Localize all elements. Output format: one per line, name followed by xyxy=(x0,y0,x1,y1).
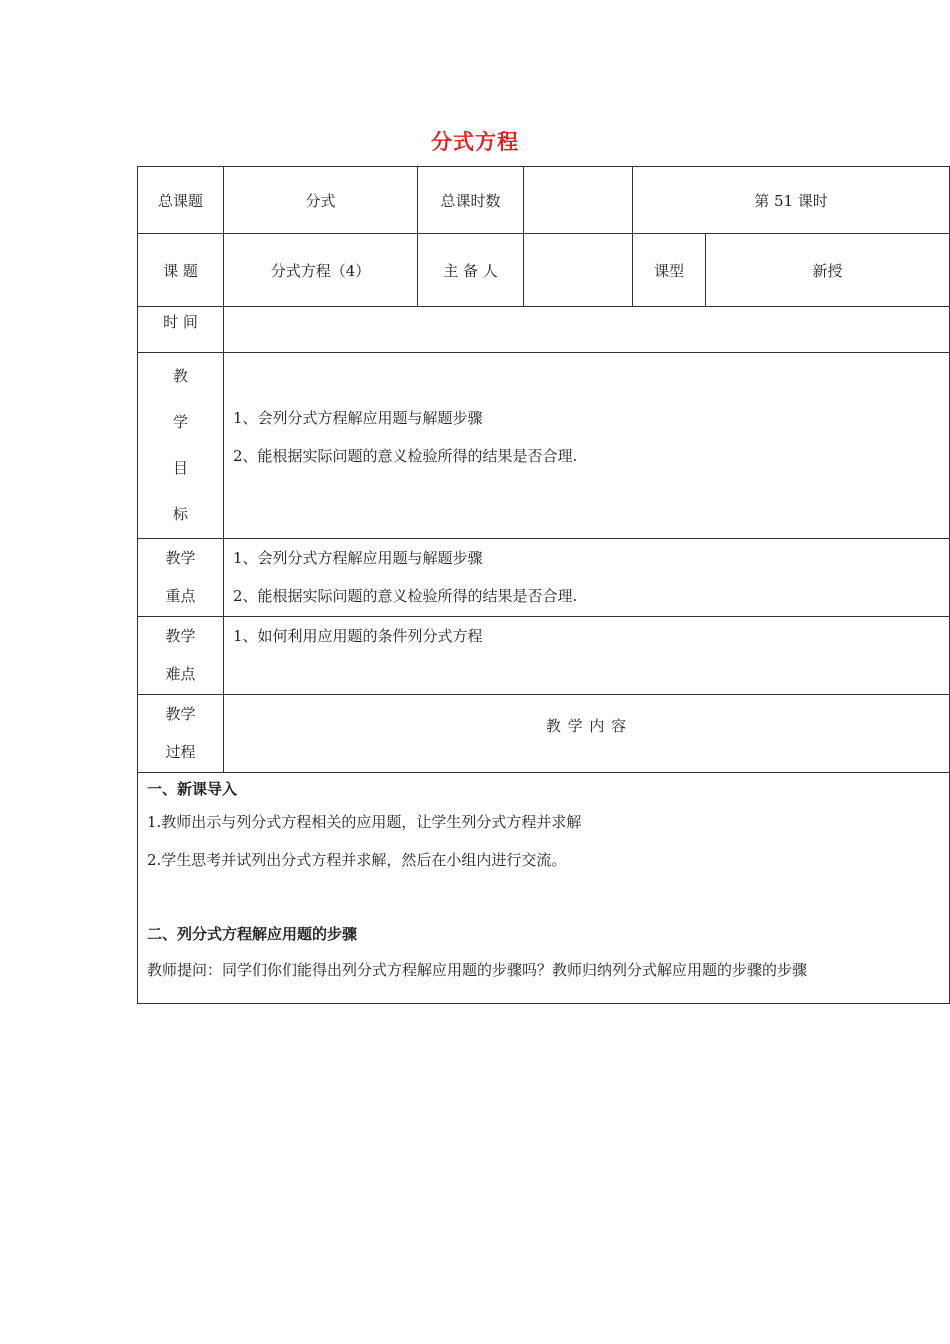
label-topic: 总课题 xyxy=(138,167,224,234)
total-hours-value xyxy=(524,167,633,234)
difficulties-label-line: 难点 xyxy=(165,665,196,683)
section-1-title: 一、新课导入 xyxy=(147,780,238,798)
row-process xyxy=(138,695,950,773)
objectives-label-char: 目 xyxy=(172,459,188,477)
row-content xyxy=(138,773,950,1004)
difficulties-label xyxy=(138,617,224,695)
objective-item: 2、能根据实际问题的意义检验所得的结果是否合理. xyxy=(233,447,578,465)
difficulties-label-line: 教学 xyxy=(165,627,196,645)
row-key-points xyxy=(138,539,950,617)
spacer xyxy=(147,879,940,917)
teaching-content xyxy=(138,773,950,1004)
lesson-number: 第 51 课时 xyxy=(633,167,950,234)
section-2-title: 二、列分式方程解应用题的步骤 xyxy=(147,925,358,943)
label-total-hours: 总课时数 xyxy=(418,167,524,234)
section-1-item: 2.学生思考并试列出分式方程并求解，然后在小组内进行交流。 xyxy=(147,851,567,869)
label-time: 时 间 xyxy=(138,307,224,353)
lesson-type-value: 新授 xyxy=(706,234,950,307)
key-point-item: 1、会列分式方程解应用题与解题步骤 xyxy=(233,549,483,567)
objectives-label-char: 教 xyxy=(172,367,188,385)
key-points-label xyxy=(138,539,224,617)
objectives-label-char: 标 xyxy=(172,505,188,523)
row-difficulties xyxy=(138,617,950,695)
document-title: 分式方程 xyxy=(431,130,519,154)
row-topic xyxy=(138,167,950,234)
label-preparer: 主 备 人 xyxy=(418,234,524,307)
process-label xyxy=(138,695,224,773)
row-objectives xyxy=(138,353,950,539)
section-1-item: 1.教师出示与列分式方程相关的应用题，让学生列分式方程并求解 xyxy=(147,813,582,831)
objectives-content xyxy=(224,353,950,539)
topic-value: 分式 xyxy=(224,167,418,234)
process-label-line: 过程 xyxy=(165,743,196,761)
objective-item: 1、会列分式方程解应用题与解题步骤 xyxy=(233,409,483,427)
objectives-label xyxy=(138,353,224,539)
section-2-item: 教师提问：同学们你们能得出列分式方程解应用题的步骤吗？教师归纳列分式解应用题的步骤的步骤 xyxy=(147,961,808,979)
difficulties-content xyxy=(224,617,950,695)
key-points-label-line: 重点 xyxy=(165,587,196,605)
process-heading: 教 学 内 容 xyxy=(224,695,950,773)
process-label-line: 教学 xyxy=(165,705,196,723)
label-subject: 课 题 xyxy=(138,234,224,307)
label-lesson-type: 课型 xyxy=(633,234,706,307)
key-points-label-line: 教学 xyxy=(165,549,196,567)
key-points-content xyxy=(224,539,950,617)
objectives-label-char: 学 xyxy=(172,413,188,431)
key-point-item: 2、能根据实际问题的意义检验所得的结果是否合理. xyxy=(233,587,578,605)
preparer-value xyxy=(524,234,633,307)
lesson-plan-table xyxy=(137,166,950,1004)
difficulty-item: 1、如何利用应用题的条件列分式方程 xyxy=(233,627,483,645)
row-time xyxy=(138,307,950,353)
subject-value: 分式方程（4） xyxy=(224,234,418,307)
time-value xyxy=(224,307,950,353)
row-subject xyxy=(138,234,950,307)
